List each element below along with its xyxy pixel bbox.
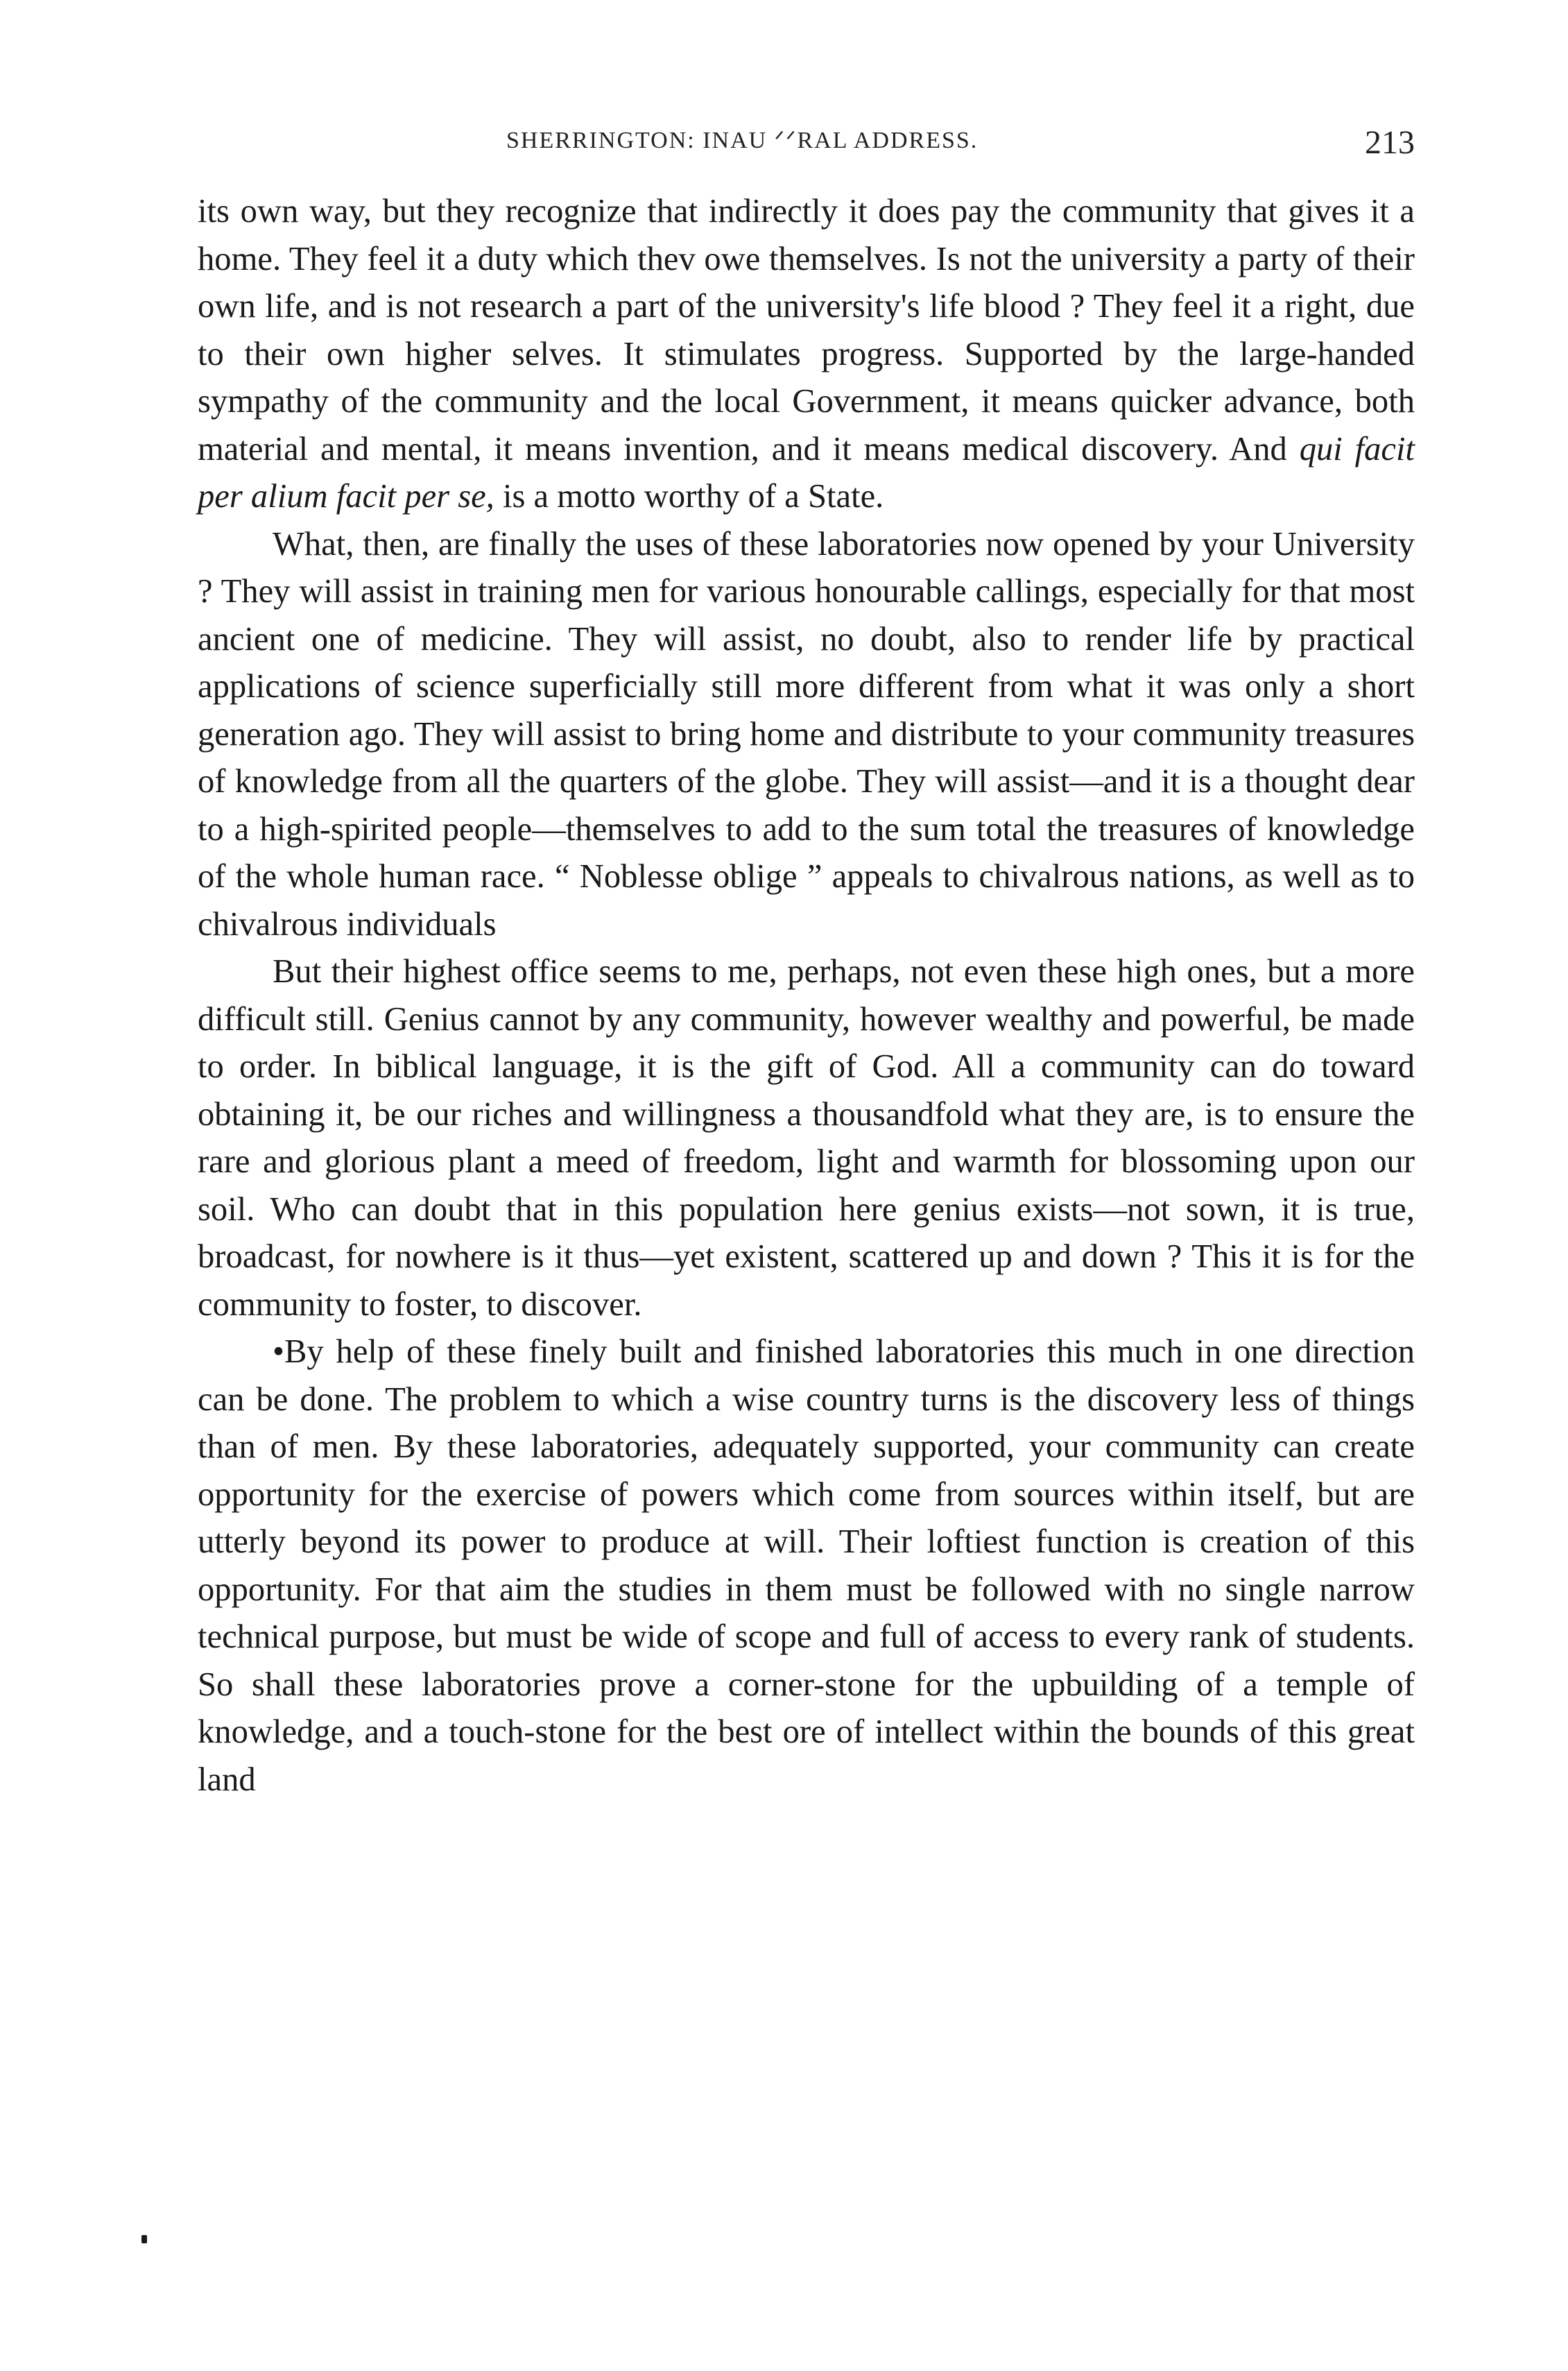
paragraph-3-text: But their highest office seems to me, perhaps, not even these high ones, but a more difficult still. Genius cannot by any community, however wealthy and powerful, be made to order. In biblical language, it is the gift of God. All a community can do toward obtaining it, be our riches and willingness a thousandfold what they are, is to ensure the rare and glorious plant a meed of freedom, light and warmth for blossoming upon our soil. Who can doubt that in this population here genius exists—not sown, it is true, broadcast, for nowhere is it thus—yet existent, scattered up and down ? This it is for the community to foster, to discover. xyxy=(198,952,1415,1323)
paragraph-1 xyxy=(198,187,1415,520)
latin-motto: qui facit per alium facit per se, xyxy=(198,429,1415,515)
running-head xyxy=(198,123,1415,165)
paragraph-2 xyxy=(198,520,1415,948)
print-speck-mark xyxy=(141,2235,147,2243)
body-text xyxy=(198,187,1415,1803)
paragraph-2-text: What, then, are finally the uses of these laboratories now opened by your University ? They will assist in training men for various honourable callings, especially for that most ancient one of medicine. They will assist, no doubt, also to render life by practical applications of science superficially still more different from what it was only a short generation ago. They will assist to bring home and distribute to your community treasures of knowledge from all the quarters of the globe. They will assist—and it is a thought dear to a high-spirited people—themselves to add to the sum total the treasures of knowledge of the whole human race. “ Noblesse oblige ” appeals to chivalrous nations, as well as to chivalrous individuals xyxy=(198,524,1415,943)
paragraph-4 xyxy=(198,1328,1415,1803)
paragraph-3 xyxy=(198,948,1415,1328)
paragraph-1-text-b: is a motto worthy of a State. xyxy=(494,477,884,515)
page-number: 213 xyxy=(1365,124,1415,161)
paragraph-4-text: •By help of these finely built and finished laboratories this much in one direction can be done. The problem to which a wise country turns is the discovery less of things than of men. By these laboratories, adequately supported, your community can create opportunity for the exercise of powers which come from sources within itself, but are utterly beyond its power to produce at will. Their loftiest function is creation of this opportunity. For that aim the studies in them must be followed with no single narrow technical purpose, but must be wide of scope and full of access to every rank of students. So shall these laboratories prove a corner-stone for the upbuilding of a temple of knowledge, and a touch-stone for the best ore of intellect within the bounds of this great land xyxy=(198,1333,1415,1798)
running-title: SHERRINGTON: INAU ᐟᐟRAL ADDRESS. xyxy=(506,128,979,153)
paragraph-1-text-a: its own way, but they recognize that indirectly it does pay the community that gives it a home. They feel it a duty which thev owe themselves. Is not the university a party of their own life, and is not research a part of the university's life blood ? They feel it a right, due to their own higher selves. It stimulates progress. Supported by the large-handed sympathy of the community and the local Government, it means quicker advance, both material and mental, it means invention, and it means medical discovery. And xyxy=(198,192,1415,468)
